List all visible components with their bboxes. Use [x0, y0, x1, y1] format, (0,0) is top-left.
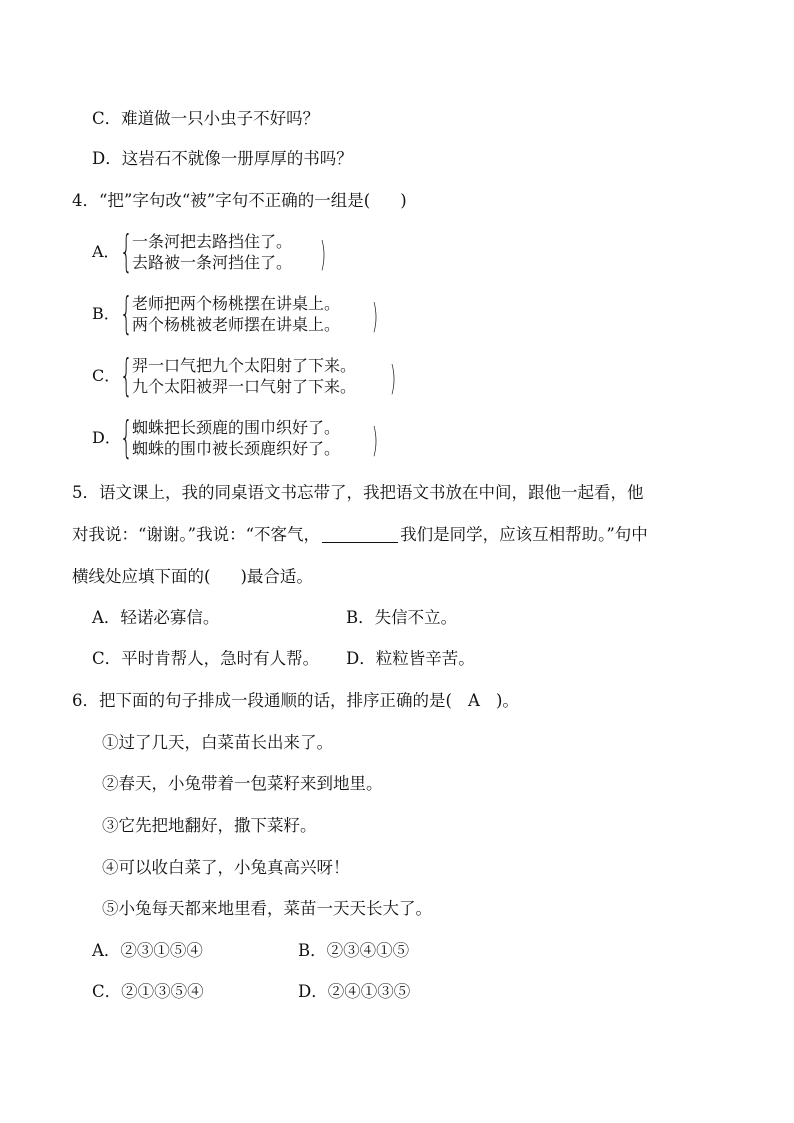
q4-option-c-sentence-1: 羿一口气把九个太阳射了下来。 [132, 356, 357, 375]
q4-option-d-label: D． [92, 428, 121, 447]
q6-sentence-3: ③它先把地翻好，撒下菜籽。 [102, 816, 317, 835]
q5-stem-line-1: 5．语文课上，我的同桌语文书忘带了，我把语文书放在中间，跟他一起看，他 [72, 483, 644, 502]
q6-answer: A [467, 691, 480, 710]
q5-line-2-after: 我们是同学，应该互相帮助。”句中 [400, 525, 648, 544]
q6-option-c: C．②①③⑤④ [92, 982, 204, 1001]
q5-option-b: B．失信不立。 [346, 608, 458, 627]
q6-stem-close: )。 [495, 691, 519, 710]
q4-option-d-sentence-1: 蜘蛛把长颈鹿的围巾织好了。 [132, 418, 341, 437]
q5-option-a: A．轻诺必寡信。 [92, 608, 220, 627]
q4-option-a-paren: ) [320, 235, 326, 275]
q5-line-3-before: 横线处应填下面的( [72, 567, 211, 586]
q4-option-d-sentence-2: 蜘蛛的围巾被长颈鹿织好了。 [132, 439, 341, 458]
q5-stem-line-2 [72, 524, 648, 546]
q6-sentence-1: ①过了几天，白菜苗长出来了。 [102, 733, 333, 752]
q4-stem [72, 190, 407, 212]
q6-sentence-4: ④可以收白菜了，小兔真高兴呀！ [102, 858, 350, 877]
q6-sentence-2: ②春天，小兔带着一包菜籽来到地里。 [102, 774, 383, 793]
q4-option-c-paren: ) [390, 359, 396, 399]
q4-option-b-sentence-2: 两个杨桃被老师摆在讲桌上。 [132, 315, 341, 334]
q4-stem-text: 4．“把”字句改“被”字句不正确的一组是( [72, 191, 371, 210]
q6-option-b: B．②③④①⑤ [298, 941, 410, 960]
q6-sentence-5: ⑤小兔每天都来地里看，菜苗一天天长大了。 [102, 899, 432, 918]
brace-icon: { [120, 412, 133, 463]
brace-icon: { [120, 350, 133, 401]
brace-icon: { [120, 288, 133, 339]
q6-stem-text: 6．把下面的句子排成一段通顺的话，排序正确的是( [72, 691, 452, 710]
q6-option-d: D．②④①③⑤ [298, 982, 411, 1001]
q5-fill-blank [322, 526, 398, 543]
q4-option-a-sentence-1: 一条河把去路挡住了。 [132, 232, 293, 251]
q4-option-a-sentence-2: 去路被一条河挡住了。 [132, 253, 293, 272]
q4-option-b-sentence-1: 老师把两个杨桃摆在讲桌上。 [132, 294, 341, 313]
q6-stem [72, 690, 519, 712]
q4-option-b-paren: ) [372, 297, 378, 337]
q5-stem-line-3 [72, 566, 313, 588]
q4-option-a-label: A． [92, 242, 120, 261]
q4-option-b-label: B． [92, 304, 120, 323]
q4-option-d-paren: ) [372, 421, 378, 461]
q5-line-2-before: 对我说：“谢谢。”我说：“不客气， [72, 525, 321, 544]
brace-icon: { [120, 226, 133, 277]
q4-stem-close: ) [400, 191, 407, 210]
q4-option-c-sentence-2: 九个太阳被羿一口气射了下来。 [132, 377, 357, 396]
q5-option-d: D．粒粒皆辛苦。 [346, 649, 475, 668]
q4-option-c-label: C． [92, 366, 121, 385]
q5-option-c: C．平时肯帮人，急时有人帮。 [92, 649, 320, 668]
q5-line-3-after: )最合适。 [240, 567, 313, 586]
q3-option-c: C．难道做一只小虫子不好吗？ [92, 109, 320, 128]
q6-option-a: A．②③①⑤④ [92, 941, 203, 960]
q3-option-d: D．这岩石不就像一册厚厚的书吗？ [92, 149, 353, 168]
